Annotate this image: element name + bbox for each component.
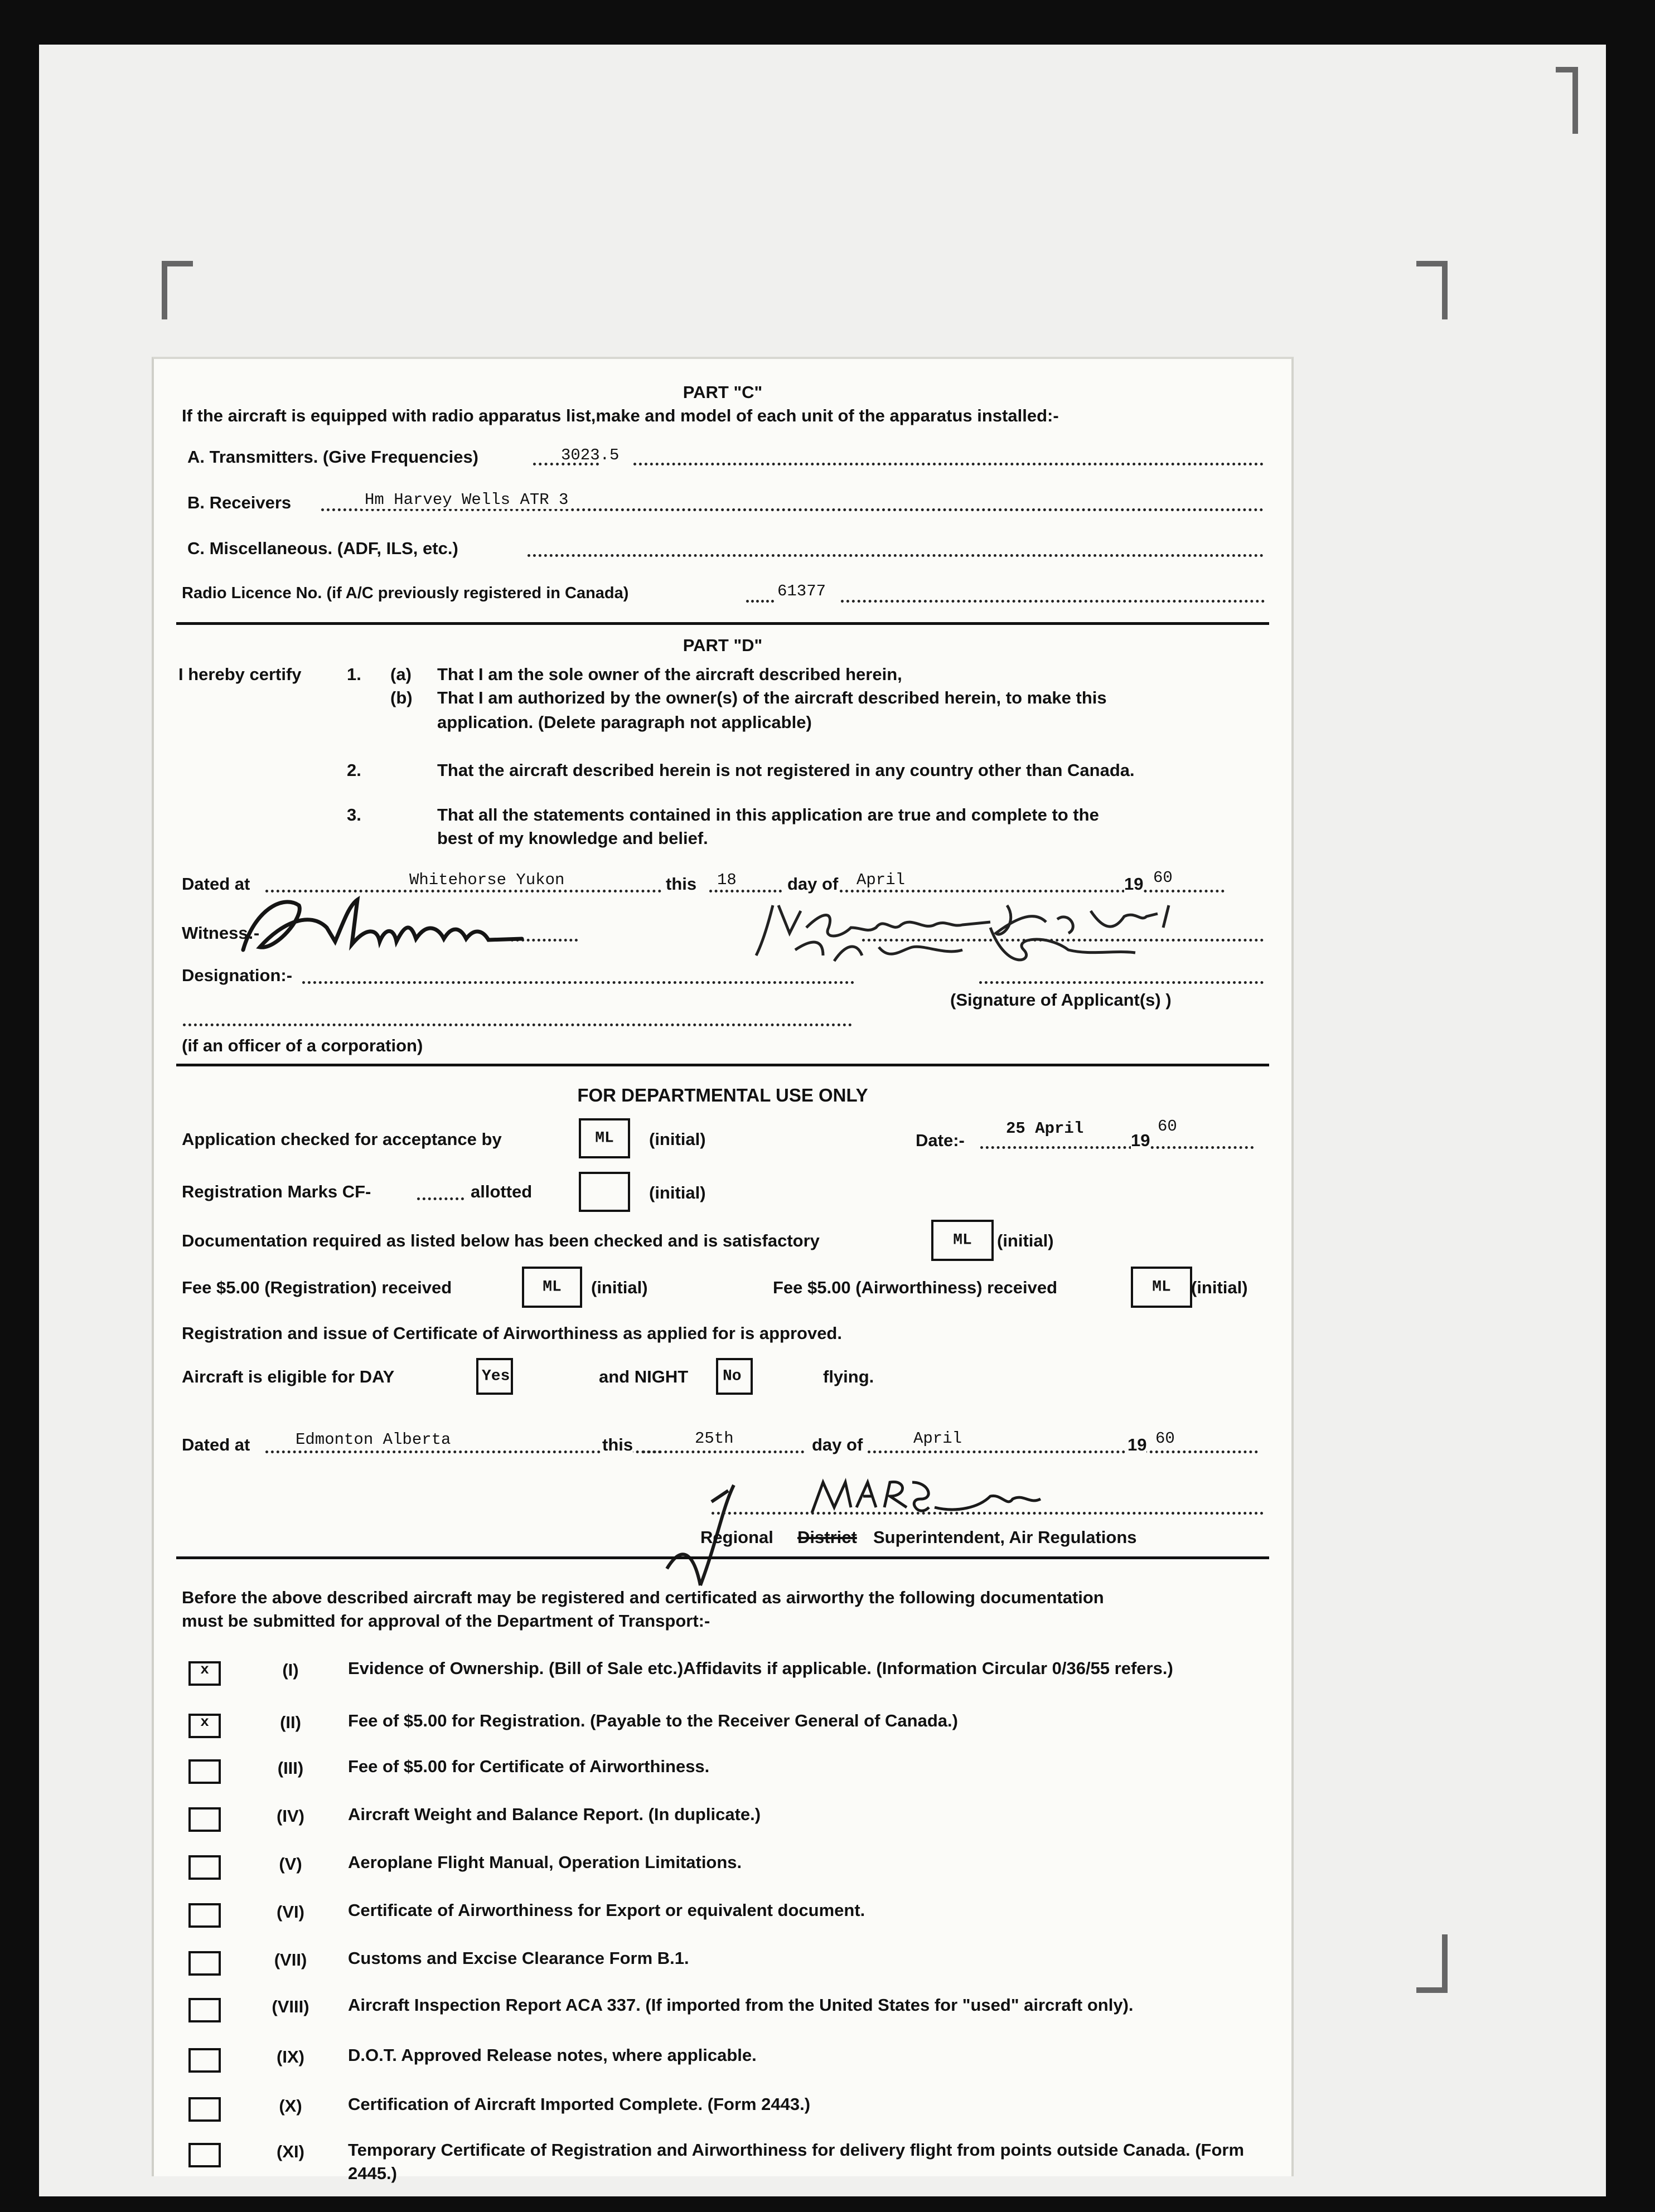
departmental-heading: FOR DEPARTMENTAL USE ONLY <box>577 1085 868 1105</box>
approved-statement: Registration and issue of Certificate of Airworthiness as applied for is approved. <box>182 1323 842 1343</box>
doc-num-4: (IV) <box>277 1806 304 1826</box>
doc-num-1: (I) <box>282 1660 299 1680</box>
flying-label: flying. <box>823 1367 874 1386</box>
clause-2-text: That the aircraft described herein is not registered in any country other than Canada. <box>437 760 1135 780</box>
clause-b-text-1: That I am authorized by the owner(s) of the aircraft described herein, to make this <box>437 688 1107 707</box>
crop-mark-top-right <box>1416 261 1448 319</box>
dated-year[interactable]: 60 <box>1153 869 1173 887</box>
checked-label: Application checked for acceptance by <box>182 1129 502 1149</box>
doc-checkbox-2[interactable] <box>188 1714 221 1738</box>
fee-registration-initial-box[interactable] <box>522 1267 582 1308</box>
doc-num-2: (II) <box>280 1713 301 1732</box>
day-of-label-2: day of <box>812 1435 863 1454</box>
receivers-label: B. Receivers <box>187 493 292 512</box>
dated-place-2[interactable]: Edmonton Alberta <box>296 1430 451 1449</box>
doc-checkbox-6[interactable] <box>188 1903 221 1928</box>
date-year-prefix: 19 <box>1131 1131 1150 1150</box>
year-prefix-2: 19 <box>1127 1435 1147 1454</box>
crop-mark-bottom-right <box>1416 1934 1448 1993</box>
registration-marks-initial-box[interactable] <box>579 1172 630 1212</box>
year-prefix: 19 <box>1124 874 1144 894</box>
initial-label: (initial) <box>649 1183 706 1202</box>
dated-month[interactable]: April <box>856 871 906 889</box>
day-of-label: day of <box>787 874 839 894</box>
miscellaneous-label: C. Miscellaneous. (ADF, ILS, etc.) <box>187 539 458 558</box>
district-label-struck: District <box>797 1527 857 1547</box>
documentation-initial-value: ML <box>953 1231 972 1249</box>
witness-label: Witness:- <box>182 923 260 943</box>
dated-month-2[interactable]: April <box>913 1429 962 1448</box>
clause-3-text-1: That all the statements contained in this application are true and complete to the <box>437 805 1099 824</box>
transmitters-value[interactable]: 3023.5 <box>561 446 620 464</box>
clause-a-text: That I am the sole owner of the aircraft described herein, <box>437 664 902 684</box>
clause-number-1: 1. <box>347 664 361 684</box>
doc-text-1: Evidence of Ownership. (Bill of Sale etc.)Affidavits if applicable. (Information Circular 0/36/55 refers.) <box>348 1658 1173 1678</box>
regional-label: Regional <box>700 1527 773 1547</box>
documentation-intro-2: must be submitted for approval of the Department of Transport:- <box>182 1611 710 1631</box>
doc-checkbox-9[interactable] <box>188 2048 221 2073</box>
doc-checkbox-3[interactable] <box>188 1759 221 1784</box>
witness-signature <box>238 889 528 967</box>
documentation-intro-1: Before the above described aircraft may be registered and certificated as airworthy the following documentation <box>182 1588 1104 1607</box>
signature-caption: (Signature of Applicant(s) ) <box>950 990 1172 1010</box>
doc-check-mark-2: x <box>200 1714 209 1730</box>
fee-airworthiness-initial-box[interactable] <box>1131 1267 1192 1308</box>
doc-text-7: Customs and Excise Clearance Form B.1. <box>348 1948 689 1968</box>
applicant-signature <box>756 894 1269 978</box>
application-form-page <box>152 357 1294 2183</box>
date-value[interactable]: 25 April <box>1006 1119 1084 1138</box>
fee-airworthiness-label: Fee $5.00 (Airworthiness) received <box>773 1278 1058 1297</box>
transmitters-label: A. Transmitters. (Give Frequencies) <box>187 447 479 467</box>
documentation-checked-label: Documentation required as listed below has been checked and is satisfactory <box>182 1231 820 1250</box>
part-c-intro: If the aircraft is equipped with radio apparatus list,make and model of each unit of the apparatus installed:- <box>182 406 1059 425</box>
dated-place[interactable]: Whitehorse Yukon <box>409 871 565 889</box>
initial-label: (initial) <box>591 1278 648 1297</box>
night-label: and NIGHT <box>599 1367 689 1386</box>
radio-licence-label: Radio Licence No. (if A/C previously registered in Canada) <box>182 584 629 602</box>
doc-text-6: Certificate of Airworthiness for Export or equivalent document. <box>348 1900 865 1920</box>
doc-check-mark-1: x <box>200 1661 209 1678</box>
doc-text-11: Temporary Certificate of Registration and Airworthiness for delivery flight from points outside Canada. (Form 2445.) <box>348 2140 1245 2183</box>
doc-checkbox-8[interactable] <box>188 1998 221 2022</box>
doc-checkbox-4[interactable] <box>188 1807 221 1832</box>
initial-label: (initial) <box>649 1129 706 1149</box>
documentation-initial-box[interactable] <box>931 1220 994 1261</box>
checked-initial-value: ML <box>595 1129 614 1147</box>
dated-year-2[interactable]: 60 <box>1155 1429 1175 1448</box>
day-flying-box[interactable] <box>476 1358 513 1395</box>
certify-label: I hereby certify <box>178 664 302 684</box>
doc-checkbox-10[interactable] <box>188 2097 221 2122</box>
doc-checkbox-1[interactable] <box>188 1661 221 1686</box>
doc-text-2: Fee of $5.00 for Registration. (Payable to the Receiver General of Canada.) <box>348 1711 958 1730</box>
date-year[interactable]: 60 <box>1158 1117 1177 1136</box>
dated-at-label: Dated at <box>182 874 250 894</box>
part-d-heading: PART "D" <box>683 636 763 655</box>
designation-label: Designation:- <box>182 966 293 985</box>
doc-text-8: Aircraft Inspection Report ACA 337. (If imported from the United States for "used" aircraft only). <box>348 1995 1134 2015</box>
night-flying-value: No <box>723 1367 742 1385</box>
doc-checkbox-7[interactable] <box>188 1951 221 1976</box>
doc-num-5: (V) <box>279 1854 302 1874</box>
fee-airworthiness-initial-value: ML <box>1152 1278 1171 1296</box>
clause-a-mark: (a) <box>390 664 412 684</box>
doc-checkbox-5[interactable] <box>188 1855 221 1880</box>
this-label-2: this <box>602 1435 633 1454</box>
clause-b-mark: (b) <box>390 688 413 707</box>
night-flying-box[interactable] <box>716 1358 753 1395</box>
date-label: Date:- <box>916 1131 965 1150</box>
crop-mark-top-left <box>162 261 193 319</box>
doc-text-4: Aircraft Weight and Balance Report. (In duplicate.) <box>348 1804 761 1824</box>
clause-number-3: 3. <box>347 805 361 824</box>
part-c-heading: PART "C" <box>683 382 763 402</box>
clause-number-2: 2. <box>347 760 361 780</box>
checked-initial-box[interactable] <box>579 1118 630 1158</box>
registration-marks-label: Registration Marks CF- <box>182 1182 371 1201</box>
doc-num-7: (VII) <box>274 1950 307 1970</box>
doc-num-6: (VI) <box>277 1902 304 1922</box>
initial-label: (initial) <box>997 1231 1054 1250</box>
dated-day-2[interactable]: 25th <box>695 1429 734 1448</box>
doc-num-8: (VIII) <box>272 1997 309 2016</box>
this-label: this <box>666 874 697 894</box>
officer-label: (if an officer of a corporation) <box>182 1036 423 1055</box>
doc-num-10: (X) <box>279 2096 302 2116</box>
clause-b-text-2: application. (Delete paragraph not applicable) <box>437 712 812 732</box>
receivers-value[interactable]: Hm Harvey Wells ATR 3 <box>361 491 572 509</box>
fee-registration-label: Fee $5.00 (Registration) received <box>182 1278 452 1297</box>
crop-mark-far-top-right <box>1556 67 1578 134</box>
doc-num-3: (III) <box>277 1758 304 1778</box>
doc-num-11: (XI) <box>277 2142 304 2161</box>
doc-text-5: Aeroplane Flight Manual, Operation Limitations. <box>348 1852 742 1872</box>
allotted-label: allotted <box>471 1182 533 1201</box>
doc-text-3: Fee of $5.00 for Certificate of Airworthiness. <box>348 1757 710 1776</box>
initial-label: (initial) <box>1191 1278 1248 1297</box>
doc-text-10: Certification of Aircraft Imported Complete. (Form 2443.) <box>348 2094 811 2114</box>
doc-num-9: (IX) <box>277 2047 304 2067</box>
dated-at-label-2: Dated at <box>182 1435 250 1454</box>
superintendent-label: Superintendent, Air Regulations <box>873 1527 1137 1547</box>
doc-checkbox-11[interactable] <box>188 2143 221 2167</box>
dated-day[interactable]: 18 <box>717 871 737 889</box>
eligible-day-label: Aircraft is eligible for DAY <box>182 1367 395 1386</box>
day-flying-value: Yes <box>482 1367 510 1385</box>
radio-licence-value[interactable]: 61377 <box>777 582 826 600</box>
fee-registration-initial-value: ML <box>543 1278 562 1296</box>
doc-text-9: D.O.T. Approved Release notes, where applicable. <box>348 2045 757 2065</box>
clause-3-text-2: best of my knowledge and belief. <box>437 828 708 848</box>
